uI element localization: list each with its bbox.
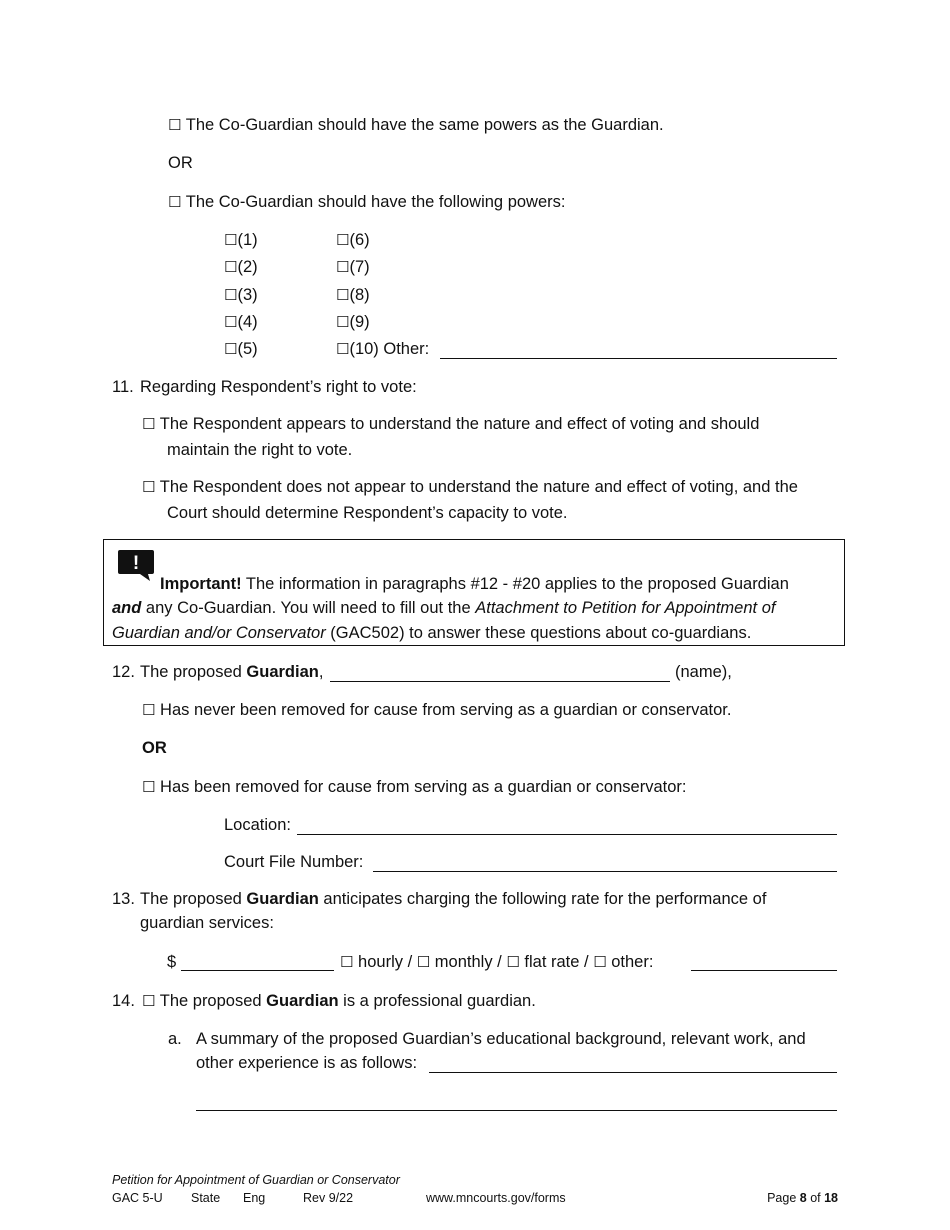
- vote-option-maintain: [142, 415, 759, 434]
- section-13-line-1: [140, 890, 766, 909]
- power-option-5: [224, 340, 258, 359]
- checkbox[interactable]: ☐: [224, 313, 238, 331]
- section-14-prefix: The proposed: [159, 992, 267, 1010]
- vote-option-maintain-text-2: maintain the right to vote.: [167, 441, 353, 459]
- checkbox[interactable]: ☐: [142, 478, 156, 496]
- checkbox[interactable]: ☐: [416, 953, 431, 971]
- checkbox[interactable]: ☐: [336, 313, 350, 331]
- removed-option: [142, 778, 686, 797]
- footer-state: State: [191, 1191, 221, 1205]
- power-label: (8): [349, 286, 370, 304]
- name-suffix: (name),: [675, 663, 732, 681]
- section-14-text: is a professional guardian.: [338, 992, 536, 1010]
- exclamation-speech-icon: [118, 550, 154, 582]
- power-label: (2): [237, 258, 258, 276]
- section-13-number: 13.: [112, 890, 135, 908]
- notice-line-2-text: any Co-Guardian. You will need to fill out the: [141, 599, 476, 617]
- power-option-2: [224, 258, 258, 277]
- item-a-line-1: A summary of the proposed Guardian’s educational background, relevant work, and: [196, 1030, 806, 1048]
- checkbox[interactable]: ☐: [142, 992, 156, 1010]
- checkbox[interactable]: ☐: [224, 340, 238, 358]
- checkbox[interactable]: ☐: [142, 415, 156, 433]
- checkbox[interactable]: ☐: [336, 286, 350, 304]
- section-11-heading: Regarding Respondent’s right to vote:: [140, 378, 417, 396]
- power-option-1: [224, 231, 258, 250]
- footer-title: Petition for Appointment of Guardian or Conservator: [112, 1173, 400, 1187]
- coguardian-same-powers-text: The Co-Guardian should have the same powers as the Guardian.: [185, 116, 664, 134]
- guardian-name-field[interactable]: [330, 681, 670, 682]
- checkbox[interactable]: ☐: [336, 258, 350, 276]
- section-12-prefix: The proposed: [140, 663, 247, 681]
- checkbox[interactable]: ☐: [168, 116, 182, 134]
- vote-option-determine-text-2: Court should determine Respondent’s capacity to vote.: [167, 504, 568, 522]
- power-option-9: [336, 313, 370, 332]
- checkbox[interactable]: ☐: [224, 286, 238, 304]
- checkbox[interactable]: ☐: [224, 258, 238, 276]
- experience-field-2[interactable]: [196, 1110, 837, 1111]
- professional-guardian-option: [142, 992, 536, 1011]
- footer-form-code: GAC 5-U: [112, 1191, 163, 1205]
- notice-line-1: [160, 575, 789, 594]
- section-13-text: anticipates charging the following rate for the performance of: [318, 890, 767, 908]
- vote-option-determine-text: The Respondent does not appear to understand the nature and effect of voting, and the: [159, 478, 798, 496]
- court-file-label: Court File Number:: [224, 853, 364, 871]
- section-12-heading: [140, 663, 323, 682]
- power-option-3: [224, 286, 258, 305]
- dollar-sign: $: [167, 953, 177, 971]
- monthly-label: monthly /: [434, 953, 502, 971]
- footer-url: www.mncourts.gov/forms: [426, 1191, 566, 1205]
- power-option-4: [224, 313, 258, 332]
- location-field[interactable]: [297, 834, 837, 835]
- svg-text:!: !: [132, 553, 140, 574]
- notice-important-label: Important!: [160, 575, 242, 593]
- guardian-label: Guardian: [246, 663, 319, 681]
- removed-text: Has been removed for cause from serving as a guardian or conservator:: [160, 778, 687, 796]
- checkbox[interactable]: ☐: [336, 231, 350, 249]
- footer-lang: Eng: [243, 1191, 266, 1205]
- guardian-label: Guardian: [246, 890, 319, 908]
- item-a-line-2: other experience is as follows:: [196, 1054, 418, 1072]
- checkbox[interactable]: ☐: [506, 953, 520, 971]
- notice-attachment-title-2: Guardian and/or Conservator: [112, 624, 326, 642]
- power-option-8: [336, 286, 370, 305]
- checkbox[interactable]: ☐: [340, 953, 354, 971]
- power-label: (7): [349, 258, 370, 276]
- power-label: (4): [237, 313, 258, 331]
- power-label: (3): [237, 286, 258, 304]
- coguardian-same-powers-option: [168, 116, 664, 135]
- coguardian-following-powers-option: [168, 193, 565, 212]
- never-removed-option: [142, 701, 731, 720]
- power-option-7: [336, 258, 370, 277]
- power-label: (10) Other:: [349, 340, 430, 358]
- guardian-label: Guardian: [266, 992, 339, 1010]
- coguardian-following-powers-text: The Co-Guardian should have the following powers:: [185, 193, 566, 211]
- rate-options: [340, 953, 653, 972]
- rate-amount-field[interactable]: [181, 970, 334, 971]
- checkbox[interactable]: ☐: [142, 701, 156, 719]
- section-13-line-2: guardian services:: [140, 914, 274, 932]
- court-file-number-field[interactable]: [373, 871, 837, 872]
- power-label: (1): [237, 231, 258, 249]
- section-11-number: 11.: [112, 378, 134, 396]
- checkbox[interactable]: ☐: [142, 778, 156, 796]
- section-12-number: 12.: [112, 663, 135, 681]
- comma: ,: [318, 663, 324, 681]
- power-label: (6): [349, 231, 370, 249]
- power-option-10-other: [336, 340, 429, 359]
- section-13-prefix: The proposed: [140, 890, 247, 908]
- or-label-bold: OR: [142, 739, 167, 757]
- other-rate-label: other:: [611, 953, 654, 971]
- never-removed-text: Has never been removed for cause from serving as a guardian or conservator.: [160, 701, 732, 719]
- vote-option-determine: [142, 478, 798, 497]
- notice-and: and: [112, 599, 142, 617]
- other-power-field[interactable]: [440, 358, 837, 359]
- experience-field-1[interactable]: [429, 1072, 837, 1073]
- section-14-number: 14.: [112, 992, 135, 1010]
- flat-rate-label: flat rate /: [524, 953, 589, 971]
- notice-line-3: [112, 624, 751, 643]
- power-label: (9): [349, 313, 370, 331]
- notice-line-2: [112, 599, 775, 618]
- location-label: Location:: [224, 816, 291, 834]
- checkbox[interactable]: ☐: [336, 340, 350, 358]
- notice-line-3-text: (GAC502) to answer these questions about co-guardians.: [325, 624, 752, 642]
- checkbox[interactable]: ☐: [168, 193, 182, 211]
- checkbox[interactable]: ☐: [593, 953, 607, 971]
- power-option-6: [336, 231, 370, 250]
- checkbox[interactable]: ☐: [224, 231, 238, 249]
- hourly-label: hourly /: [358, 953, 413, 971]
- footer-rev: Rev 9/22: [303, 1191, 354, 1205]
- notice-line-1-text: The information in paragraphs #12 - #20 applies to the proposed Guardian: [241, 575, 789, 593]
- footer-page-number: Page 8 of 18: [767, 1191, 838, 1205]
- item-a-label: a.: [168, 1030, 182, 1048]
- notice-attachment-title: Attachment to Petition for Appointment of: [475, 599, 776, 617]
- power-label: (5): [237, 340, 258, 358]
- other-rate-field[interactable]: [691, 970, 837, 971]
- vote-option-maintain-text: The Respondent appears to understand the nature and effect of voting and should: [159, 415, 760, 433]
- or-label: OR: [168, 154, 193, 172]
